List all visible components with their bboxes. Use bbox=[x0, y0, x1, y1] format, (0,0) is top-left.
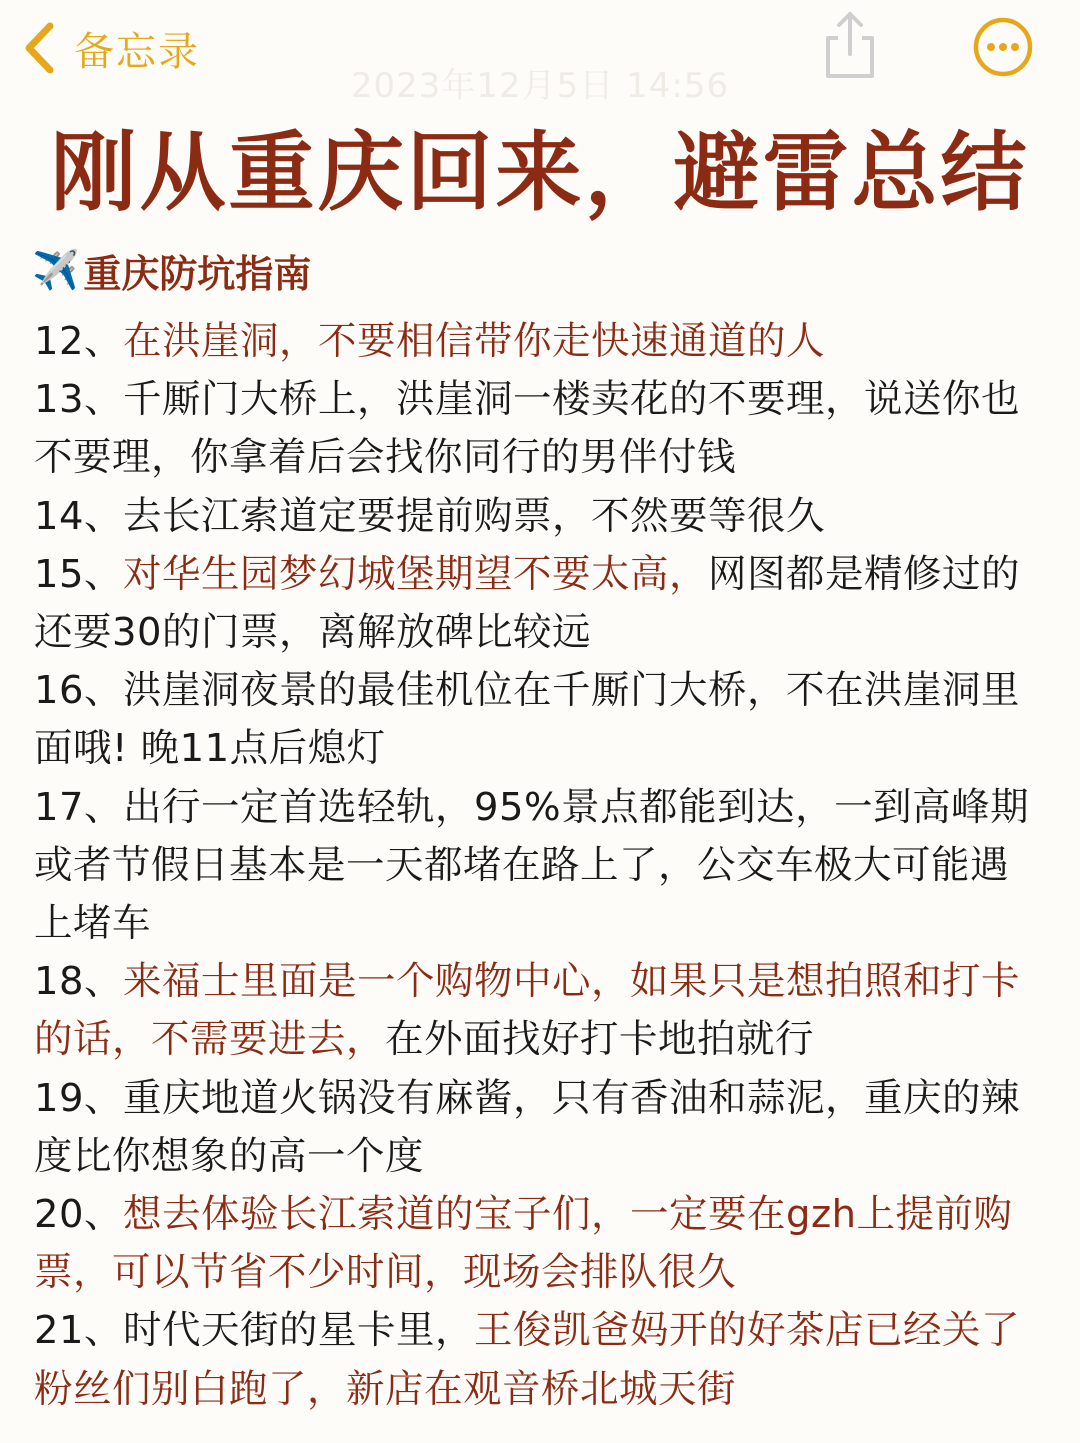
list-item bbox=[34, 546, 1046, 662]
note-subtitle bbox=[32, 240, 311, 300]
list-item bbox=[34, 313, 1046, 371]
item-number: 18、 bbox=[34, 959, 123, 1005]
item-text: 洪崖洞夜景的最佳机位在千厮门大桥，不在洪崖洞里面哦! 晚11点后熄灯 bbox=[34, 668, 1021, 772]
subtitle-text: 重庆防坑指南 bbox=[83, 251, 312, 296]
item-text: 出行一定首选轻轨，95%景点都能到达，一到高峰期或者节假日基本是一天都堵在路上了，公交车极大可能遇上堵车 bbox=[34, 784, 1030, 947]
item-text: 在外面找好打卡地拍就行 bbox=[385, 1017, 815, 1063]
note-timestamp: 2023年12月5日 14:56 bbox=[350, 66, 730, 106]
item-text: 网图都是精修过的还要30的门票，离解放碑比较远 bbox=[34, 551, 1021, 656]
list-item bbox=[34, 1302, 1046, 1418]
note-title: 刚从重庆回来，避雷总结 bbox=[50, 123, 1030, 223]
list-item bbox=[34, 779, 1046, 954]
item-text: 去长江索道定要提前购票，不然要等很久 bbox=[123, 493, 826, 539]
list-item bbox=[34, 1070, 1046, 1186]
item-text: 千厮门大桥上，洪崖洞一楼卖花的不要理，说送你也不要理，你拿着后会找你同行的男伴付钱 bbox=[34, 377, 1021, 481]
item-text-highlight: 来福士里面是一个购物中心，如果只是想拍照和打卡的话，不需要进去， bbox=[34, 959, 1021, 1063]
note-body[interactable] bbox=[34, 313, 1046, 1419]
item-number: 21、 bbox=[34, 1308, 123, 1354]
item-text-highlight: 王俊凯爸妈开的好茶店已经关了粉丝们别白跑了，新店在观音桥北城天街 bbox=[34, 1308, 1021, 1412]
item-number: 13、 bbox=[34, 377, 123, 423]
back-label: 备忘录 bbox=[74, 28, 200, 75]
list-item bbox=[34, 662, 1046, 778]
item-number: 20、 bbox=[34, 1192, 123, 1238]
item-text: 重庆地道火锅没有麻酱，只有香油和蒜泥，重庆的辣度比你想象的高一个度 bbox=[34, 1075, 1021, 1179]
item-number: 17、 bbox=[34, 784, 123, 830]
list-item bbox=[34, 371, 1046, 487]
item-number: 14、 bbox=[34, 493, 123, 539]
list-item bbox=[34, 488, 1046, 546]
item-number: 15、 bbox=[34, 551, 123, 597]
list-item bbox=[34, 1186, 1046, 1302]
item-text-highlight: 对华生园梦幻城堡期望不要太高， bbox=[123, 551, 709, 597]
item-text-highlight: 想去体验长江索道的宝子们，一定要在gzh上提前购票，可以节省不少时间，现场会排队很久 bbox=[34, 1192, 1013, 1296]
list-item bbox=[34, 953, 1046, 1069]
item-number: 19、 bbox=[34, 1075, 123, 1121]
item-number: 16、 bbox=[34, 668, 123, 714]
item-text-highlight: 在洪崖洞，不要相信带你走快速通道的人 bbox=[123, 319, 826, 364]
item-text: 时代天街的星卡里， bbox=[123, 1308, 475, 1354]
airplane-icon: ✈️ bbox=[32, 247, 80, 292]
item-number: 12、 bbox=[34, 319, 123, 364]
